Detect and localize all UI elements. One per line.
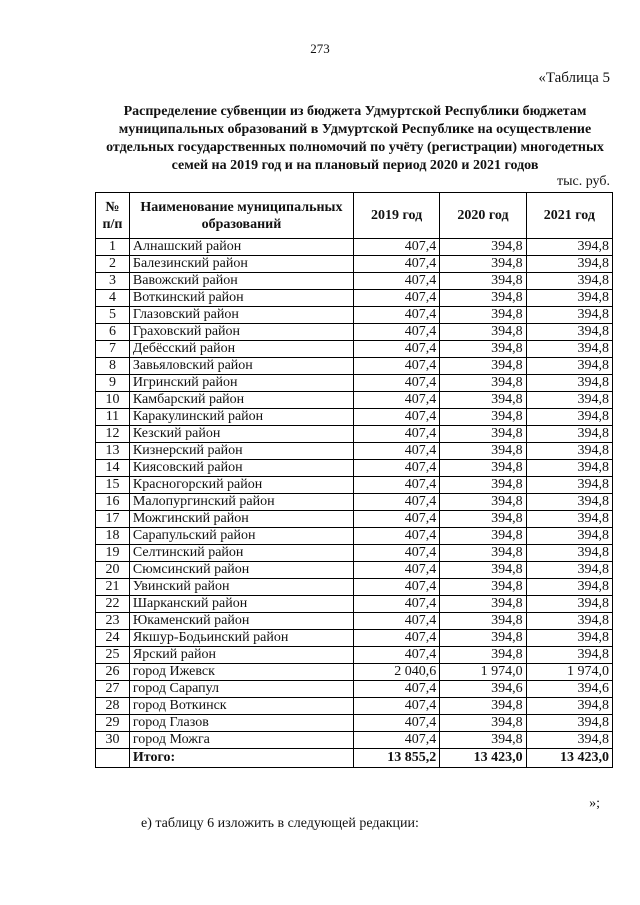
- row-number: 22: [96, 596, 130, 613]
- value-2021: 394,8: [526, 392, 612, 409]
- header-2019: 2019 год: [353, 193, 439, 239]
- value-2020: 394,8: [440, 732, 526, 749]
- value-2019: 407,4: [353, 477, 439, 494]
- municipality-name: Малопургинский район: [129, 494, 353, 511]
- value-2020: 394,8: [440, 715, 526, 732]
- value-2020: 394,8: [440, 358, 526, 375]
- value-2019: 407,4: [353, 307, 439, 324]
- municipality-name: Красногорский район: [129, 477, 353, 494]
- value-2020: 394,8: [440, 392, 526, 409]
- table-row: [96, 494, 613, 511]
- value-2019: 407,4: [353, 715, 439, 732]
- table-row: [96, 460, 613, 477]
- value-2019: 407,4: [353, 494, 439, 511]
- value-2020: 394,8: [440, 324, 526, 341]
- value-2020: 394,8: [440, 375, 526, 392]
- value-2021: 394,8: [526, 239, 612, 256]
- table-row: [96, 256, 613, 273]
- value-2020: 394,8: [440, 307, 526, 324]
- value-2021: 394,8: [526, 426, 612, 443]
- value-2021: 394,8: [526, 477, 612, 494]
- row-number: 16: [96, 494, 130, 511]
- value-2021: 394,8: [526, 545, 612, 562]
- value-2021: 394,8: [526, 358, 612, 375]
- table-row: [96, 511, 613, 528]
- municipality-name: Кезский район: [129, 426, 353, 443]
- document-title: Распределение субвенции из бюджета Удмуртской Республики бюджетам муниципальных образований в Удмуртской Республике на осуществление отдельных государственных полномочий по учёту (регистрации) многодетных семей на 2019 год и на плановый период 2020 и 2021 годов: [106, 104, 604, 173]
- value-2021: 394,8: [526, 630, 612, 647]
- value-2021: 394,8: [526, 698, 612, 715]
- table-row: [96, 681, 613, 698]
- table-row: [96, 409, 613, 426]
- total-row: [96, 749, 613, 768]
- value-2019: 407,4: [353, 460, 439, 477]
- value-2020: 394,8: [440, 511, 526, 528]
- value-2020: 394,6: [440, 681, 526, 698]
- municipality-name: Камбарский район: [129, 392, 353, 409]
- row-number: 14: [96, 460, 130, 477]
- table-row: [96, 443, 613, 460]
- value-2019: 407,4: [353, 409, 439, 426]
- row-number: 3: [96, 273, 130, 290]
- municipality-name: Балезинский район: [129, 256, 353, 273]
- row-number: 12: [96, 426, 130, 443]
- municipality-name: Якшур-Бодьинский район: [129, 630, 353, 647]
- value-2021: 394,8: [526, 409, 612, 426]
- value-2021: 394,8: [526, 256, 612, 273]
- municipality-name: Глазовский район: [129, 307, 353, 324]
- municipality-name: Алнашский район: [129, 239, 353, 256]
- value-2021: 394,8: [526, 596, 612, 613]
- row-number: 5: [96, 307, 130, 324]
- header-municipality: Наименование муниципальных образований: [129, 193, 353, 239]
- row-number: 25: [96, 647, 130, 664]
- value-2019: 407,4: [353, 443, 439, 460]
- value-2020: 394,8: [440, 494, 526, 511]
- row-number: 8: [96, 358, 130, 375]
- value-2021: 1 974,0: [526, 664, 612, 681]
- value-2021: 394,8: [526, 443, 612, 460]
- municipality-name: Сарапульский район: [129, 528, 353, 545]
- table-reference: «Таблица 5: [538, 70, 610, 86]
- unit-label: тыс. руб.: [557, 174, 610, 189]
- value-2021: 394,8: [526, 579, 612, 596]
- municipality-name: Шарканский район: [129, 596, 353, 613]
- row-number: 7: [96, 341, 130, 358]
- row-number: 6: [96, 324, 130, 341]
- value-2019: 407,4: [353, 290, 439, 307]
- municipality-name: Селтинский район: [129, 545, 353, 562]
- table-row: [96, 715, 613, 732]
- value-2020: 394,8: [440, 443, 526, 460]
- municipality-name: город Воткинск: [129, 698, 353, 715]
- municipality-name: Сюмсинский район: [129, 562, 353, 579]
- value-2020: 394,8: [440, 562, 526, 579]
- value-2019: 407,4: [353, 239, 439, 256]
- value-2021: 394,6: [526, 681, 612, 698]
- page-number: 273: [310, 41, 330, 56]
- value-2021: 394,8: [526, 460, 612, 477]
- value-2020: 394,8: [440, 596, 526, 613]
- value-2021: 394,8: [526, 511, 612, 528]
- table-row: [96, 562, 613, 579]
- table-row: [96, 664, 613, 681]
- row-number: 13: [96, 443, 130, 460]
- row-number: 4: [96, 290, 130, 307]
- municipality-name: город Можга: [129, 732, 353, 749]
- total-2020: 13 423,0: [440, 749, 526, 768]
- table-row: [96, 647, 613, 664]
- row-number: 23: [96, 613, 130, 630]
- value-2020: 394,8: [440, 460, 526, 477]
- value-2019: 407,4: [353, 630, 439, 647]
- value-2019: 407,4: [353, 698, 439, 715]
- municipality-name: Граховский район: [129, 324, 353, 341]
- closing-quote: »;: [589, 796, 600, 811]
- row-number: 21: [96, 579, 130, 596]
- value-2019: 407,4: [353, 562, 439, 579]
- municipality-name: Вавожский район: [129, 273, 353, 290]
- value-2019: 407,4: [353, 579, 439, 596]
- value-2020: 394,8: [440, 698, 526, 715]
- value-2019: 407,4: [353, 358, 439, 375]
- municipality-name: город Сарапул: [129, 681, 353, 698]
- value-2021: 394,8: [526, 732, 612, 749]
- value-2020: 394,8: [440, 290, 526, 307]
- value-2019: 407,4: [353, 375, 439, 392]
- municipality-name: Каракулинский район: [129, 409, 353, 426]
- value-2019: 407,4: [353, 341, 439, 358]
- municipality-name: Игринский район: [129, 375, 353, 392]
- municipality-name: Ярский район: [129, 647, 353, 664]
- municipality-name: Дебёсский район: [129, 341, 353, 358]
- row-number: 9: [96, 375, 130, 392]
- value-2021: 394,8: [526, 613, 612, 630]
- row-number: 29: [96, 715, 130, 732]
- value-2019: 407,4: [353, 681, 439, 698]
- table-row: [96, 307, 613, 324]
- row-number: 1: [96, 239, 130, 256]
- value-2021: 394,8: [526, 562, 612, 579]
- table-row: [96, 426, 613, 443]
- table-row: [96, 477, 613, 494]
- table-row: [96, 290, 613, 307]
- row-number: 2: [96, 256, 130, 273]
- table-row: [96, 613, 613, 630]
- value-2019: 407,4: [353, 545, 439, 562]
- value-2020: 394,8: [440, 528, 526, 545]
- value-2020: 394,8: [440, 647, 526, 664]
- municipality-name: Завьяловский район: [129, 358, 353, 375]
- table-row: [96, 579, 613, 596]
- value-2020: 394,8: [440, 613, 526, 630]
- header-2021: 2021 год: [526, 193, 612, 239]
- value-2020: 394,8: [440, 545, 526, 562]
- value-2019: 407,4: [353, 511, 439, 528]
- value-2019: 407,4: [353, 528, 439, 545]
- value-2021: 394,8: [526, 715, 612, 732]
- municipality-name: Можгинский район: [129, 511, 353, 528]
- value-2020: 394,8: [440, 256, 526, 273]
- table-row: [96, 392, 613, 409]
- value-2020: 394,8: [440, 477, 526, 494]
- municipality-name: город Ижевск: [129, 664, 353, 681]
- value-2021: 394,8: [526, 375, 612, 392]
- value-2020: 394,8: [440, 579, 526, 596]
- row-number: 17: [96, 511, 130, 528]
- table-row: [96, 698, 613, 715]
- value-2020: 394,8: [440, 409, 526, 426]
- header-number: № п/п: [96, 193, 130, 239]
- table-row: [96, 630, 613, 647]
- value-2021: 394,8: [526, 647, 612, 664]
- table-row: [96, 375, 613, 392]
- municipality-name: Воткинский район: [129, 290, 353, 307]
- table-row: [96, 239, 613, 256]
- value-2020: 394,8: [440, 426, 526, 443]
- total-2021: 13 423,0: [526, 749, 612, 768]
- table-row: [96, 324, 613, 341]
- next-instruction: е) таблицу 6 изложить в следующей редакции:: [141, 816, 419, 831]
- value-2019: 407,4: [353, 426, 439, 443]
- row-number: 11: [96, 409, 130, 426]
- table-row: [96, 273, 613, 290]
- table-row: [96, 341, 613, 358]
- row-number: 15: [96, 477, 130, 494]
- municipality-name: город Глазов: [129, 715, 353, 732]
- row-number: 10: [96, 392, 130, 409]
- row-number: 26: [96, 664, 130, 681]
- header-2020: 2020 год: [440, 193, 526, 239]
- row-number: 24: [96, 630, 130, 647]
- municipality-name: Юкаменский район: [129, 613, 353, 630]
- value-2019: 407,4: [353, 273, 439, 290]
- table-row: [96, 528, 613, 545]
- value-2020: 394,8: [440, 239, 526, 256]
- row-number: 19: [96, 545, 130, 562]
- municipality-name: Увинский район: [129, 579, 353, 596]
- table-row: [96, 732, 613, 749]
- value-2020: 1 974,0: [440, 664, 526, 681]
- value-2020: 394,8: [440, 273, 526, 290]
- value-2019: 407,4: [353, 596, 439, 613]
- table-row: [96, 545, 613, 562]
- total-label: Итого:: [129, 749, 353, 768]
- value-2021: 394,8: [526, 273, 612, 290]
- value-2021: 394,8: [526, 341, 612, 358]
- total-2019: 13 855,2: [353, 749, 439, 768]
- value-2020: 394,8: [440, 341, 526, 358]
- municipality-name: Кизнерский район: [129, 443, 353, 460]
- value-2019: 407,4: [353, 256, 439, 273]
- value-2021: 394,8: [526, 494, 612, 511]
- value-2019: 407,4: [353, 647, 439, 664]
- value-2019: 407,4: [353, 613, 439, 630]
- value-2021: 394,8: [526, 528, 612, 545]
- subsidy-table: [95, 192, 613, 768]
- value-2021: 394,8: [526, 290, 612, 307]
- value-2019: 2 040,6: [353, 664, 439, 681]
- total-number-cell: [96, 749, 130, 768]
- value-2019: 407,4: [353, 732, 439, 749]
- row-number: 20: [96, 562, 130, 579]
- value-2021: 394,8: [526, 324, 612, 341]
- value-2021: 394,8: [526, 307, 612, 324]
- value-2019: 407,4: [353, 324, 439, 341]
- row-number: 28: [96, 698, 130, 715]
- value-2019: 407,4: [353, 392, 439, 409]
- value-2020: 394,8: [440, 630, 526, 647]
- table-row: [96, 358, 613, 375]
- row-number: 27: [96, 681, 130, 698]
- row-number: 18: [96, 528, 130, 545]
- municipality-name: Киясовский район: [129, 460, 353, 477]
- table-row: [96, 596, 613, 613]
- row-number: 30: [96, 732, 130, 749]
- table-header-row: [96, 193, 613, 239]
